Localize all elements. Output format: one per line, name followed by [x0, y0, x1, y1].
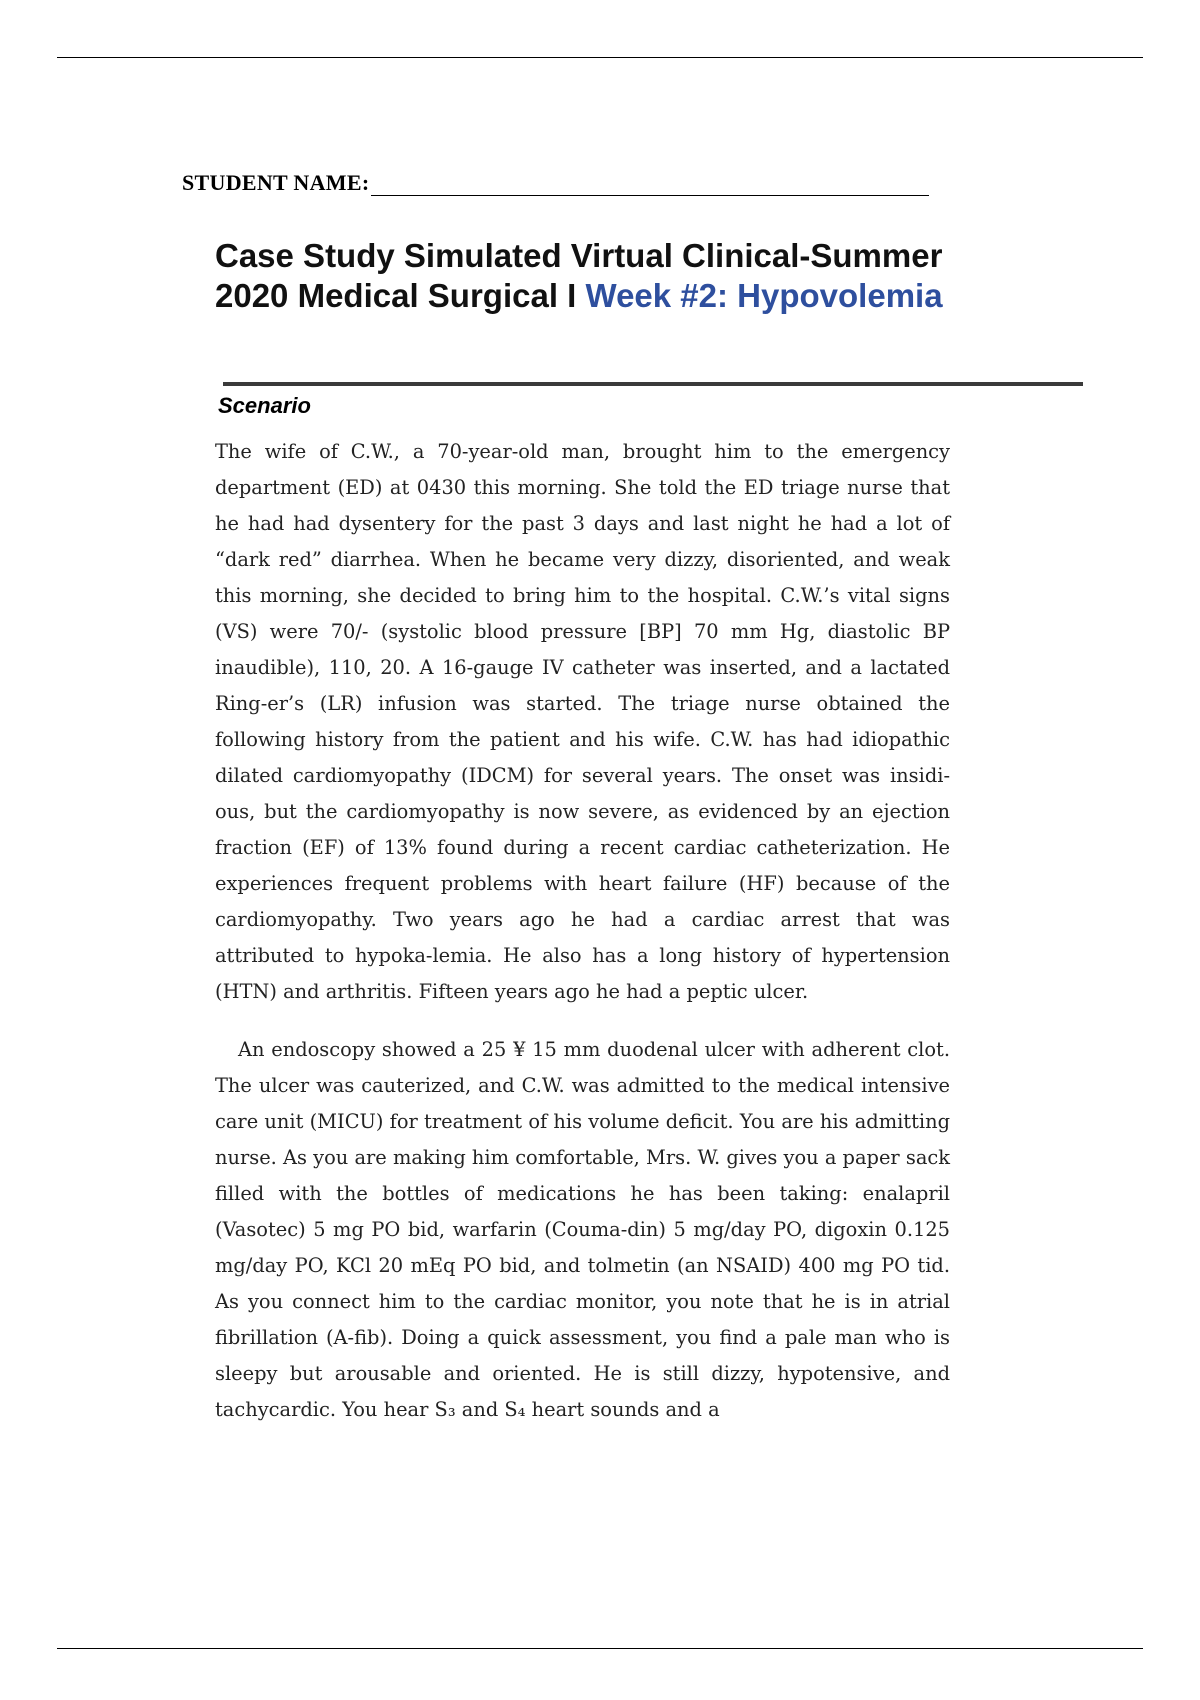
document-title-main: Case Study Simulated Virtual Clinical-Summer 2020 Medical Surgical I	[215, 237, 943, 314]
section-heading-scenario: Scenario	[218, 393, 311, 418]
document-title-accent: Week #2: Hypovolemia	[585, 277, 943, 314]
bottom-page-rule	[57, 1648, 1143, 1649]
student-name-field	[182, 170, 929, 196]
document-title	[215, 236, 1015, 316]
student-name-blank[interactable]	[371, 173, 929, 196]
scenario-paragraph-2: An endoscopy showed a 25 ¥ 15 mm duodenal ulcer with adherent clot. The ulcer was cauterized, and C.W. was admitted to the medical intensive care unit (MICU) for treatment of his volume deficit. You are his admitting nurse. As you are making him comfortable, Mrs. W. gives you a paper sack filled with the bottles of medications he has been taking: enalapril (Vasotec) 5 mg PO bid, warfarin (Couma-din) 5 mg/day PO, digoxin 0.125 mg/day PO, KCl 20 mEq PO bid, and tolmetin (an NSAID) 400 mg PO tid. As you connect him to the cardiac monitor, you note that he is in atrial fibrillation (A-fib). Doing a quick assessment, you find a pale man who is sleepy but arousable and oriented. He is still dizzy, hypotensive, and tachycardic. You hear S₃ and S₄ heart sounds and a	[215, 1038, 950, 1421]
scenario-paragraph-1: The wife of C.W., a 70-year-old man, brought him to the emergency department (ED) at 0430 this morning. She told the ED triage nurse that he had had dysentery for the past 3 days and last night he had a lot of “dark red” diarrhea. When he became very dizzy, disoriented, and weak this morning, she decided to bring him to the hospital. C.W.’s vital signs (VS) were 70/- (systolic blood pressure [BP] 70 mm Hg, diastolic BP inaudible), 110, 20. A 16-gauge IV catheter was inserted, and a lactated Ring-er’s (LR) infusion was started. The triage nurse obtained the following history from the patient and his wife. C.W. has had idiopathic dilated cardiomyopathy (IDCM) for several years. The onset was insidi-ous, but the cardiomyopathy is now severe, as evidenced by an ejection fraction (EF) of 13% found during a recent cardiac catheterization. He experiences frequent problems with heart failure (HF) because of the cardiomyopathy. Two years ago he had a cardiac arrest that was attributed to hypoka-lemia. He also has a long history of hypertension (HTN) and arthritis. Fifteen years ago he had a peptic ulcer.	[215, 440, 950, 1003]
section-divider	[223, 382, 1083, 386]
student-name-label: STUDENT NAME:	[182, 170, 370, 195]
top-page-rule	[57, 57, 1143, 58]
